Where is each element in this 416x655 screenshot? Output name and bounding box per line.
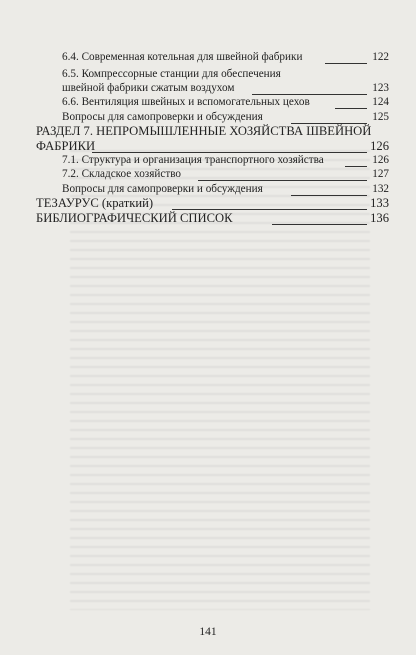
toc-entry-title: Вопросы для самопроверки и обсуждения xyxy=(62,111,263,123)
leader-line xyxy=(345,153,367,167)
toc-page-number: 122 xyxy=(372,51,389,63)
leader-line xyxy=(92,139,367,153)
toc-page-number: 132 xyxy=(372,183,389,195)
leader-line xyxy=(252,81,367,95)
toc-page-number: 124 xyxy=(372,96,389,108)
page-number: 141 xyxy=(199,626,217,638)
toc-row-7-2 xyxy=(0,167,416,181)
toc-entry-title: Вопросы для самопроверки и обсуждения xyxy=(62,183,263,195)
section-heading: РАЗДЕЛ 7. НЕПРОМЫШЛЕННЫЕ ХОЗЯЙСТВА ШВЕЙНОЙ xyxy=(36,124,372,138)
toc-page-number: 125 xyxy=(372,111,389,123)
toc-entry-title: 7.1. Структура и организация транспортного хозяйства xyxy=(62,154,324,166)
leader-line xyxy=(291,110,367,124)
toc-row-thesaurus xyxy=(0,196,416,210)
toc-row-7-1 xyxy=(0,153,416,167)
toc-row-bibliography xyxy=(0,211,416,225)
toc-page-number: 123 xyxy=(372,82,389,94)
toc-row-6-4 xyxy=(0,50,416,64)
toc-page-number: 126 xyxy=(372,154,389,166)
leader-line xyxy=(272,211,367,225)
toc-page-number: 133 xyxy=(370,196,389,210)
leader-line xyxy=(335,95,367,109)
toc-entry-title: 7.2. Складское хозяйство xyxy=(62,168,182,180)
leader-line xyxy=(198,167,367,181)
toc-entry-title: швейной фабрики сжатым воздухом xyxy=(62,82,235,94)
leader-line xyxy=(291,182,367,196)
toc-page-number: 136 xyxy=(370,211,389,225)
toc-row-section-7-second-line xyxy=(0,139,416,153)
toc-row-6-5-first-line xyxy=(0,67,416,81)
toc-page-number: 127 xyxy=(372,168,389,180)
toc-row-questions-6 xyxy=(0,110,416,124)
toc-row-section-7-first-line xyxy=(0,124,416,138)
section-heading: ФАБРИКИ xyxy=(36,139,96,153)
toc-row-questions-7 xyxy=(0,182,416,196)
toc-row-6-6 xyxy=(0,95,416,109)
toc-entry-title: 6.4. Современная котельная для швейной фабрики xyxy=(62,51,303,63)
leader-line xyxy=(325,50,367,64)
leader-line xyxy=(172,196,367,210)
toc-row-6-5-second-line xyxy=(0,81,416,95)
section-heading: ТЕЗАУРУС (краткий) xyxy=(36,196,154,210)
section-heading: БИБЛИОГРАФИЧЕСКИЙ СПИСОК xyxy=(36,211,233,225)
toc-page-number: 126 xyxy=(370,139,389,153)
toc-entry-title: 6.6. Вентиляция швейных и вспомогательных цехов xyxy=(62,96,310,108)
toc-entry-title: 6.5. Компрессорные станции для обеспечения xyxy=(62,68,281,80)
